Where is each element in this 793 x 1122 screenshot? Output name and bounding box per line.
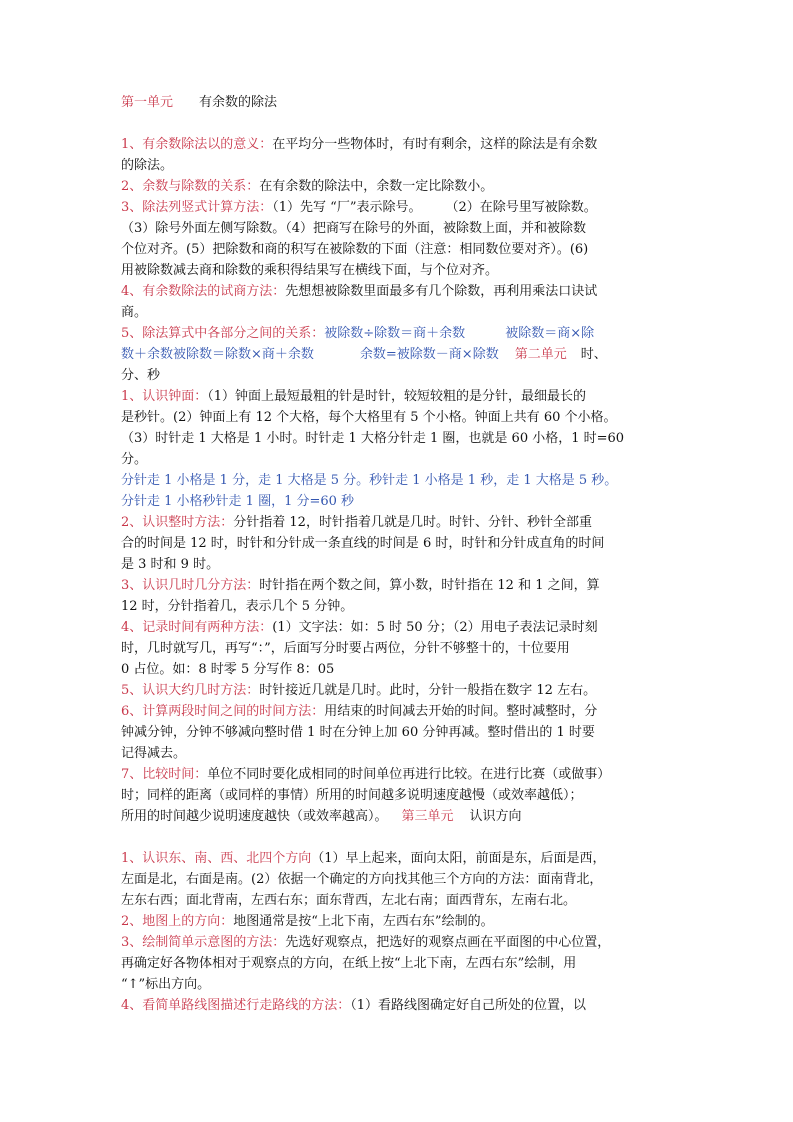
u2-item-7-text: 单位不同时要化成相同的时间单位再进行比较。在进行比赛（或做事）	[207, 767, 611, 782]
u2-item-4-heading: 4、记录时间有两种方法：	[121, 620, 273, 635]
u2-item-7-cont-2	[121, 806, 677, 827]
u3-item-2	[121, 911, 677, 932]
u1-item-1-heading: 1、有余数除法以的意义：	[121, 137, 273, 152]
u3-item-1-heading: 1、认识东、南、西、北四个方向	[121, 851, 312, 866]
u2-item-6	[121, 701, 677, 722]
formula-2: 被除数＝商×除	[505, 326, 595, 341]
u2-item-3	[121, 575, 677, 596]
unit-3-title: 认识方向	[469, 809, 522, 824]
u2-item-2	[121, 512, 677, 533]
u1-item-3-step-1: （1）先写 “厂”表示除号。	[272, 200, 422, 215]
u3-item-3-heading: 3、绘制简单示意图的方法：	[121, 935, 286, 950]
u1-item-3-cont-2: 个位对齐。(5）把除数和商的积写在被除数的下面（注意：相同数位要对齐）。(6)	[121, 242, 589, 257]
u3-item-1	[121, 848, 677, 869]
u1-item-1	[121, 134, 677, 155]
u2-item-1-cont-2: （3）时针走 1 大格是 1 小时。时针走 1 大格分针走 1 圈，也就是 60 小格，1 时=60	[121, 431, 625, 446]
u1-item-3-cont-1: （3）除号外面左侧写除数。（4）把商写在除号的外面，被除数上面，并和被除数	[121, 221, 587, 236]
unit-1-label: 第一单元	[121, 95, 174, 110]
u2-item-5-text: 时针接近几就是几时。此时，分针一般指在数字 12 左右。	[259, 683, 597, 698]
u1-item-4	[121, 281, 677, 302]
u3-item-1-cont-1: 左面是北，右面是南。(2）依据一个确定的方向找其他三个方向的方法：面南背北，	[121, 872, 603, 887]
u1-item-5	[121, 323, 677, 344]
u2-item-7-text-end: 所用的时间越少说明速度越快（或效率越高）。	[121, 809, 388, 824]
blue-note-1: 分针走 1 小格是 1 分，走 1 大格是 5 分。秒针走 1 小格是 1 秒，走 1 大格是 5 秒。	[121, 473, 618, 488]
u2-item-1-cont-1: 是秒针。(2）钟面上有 12 个大格，每个大格里有 5 个小格。钟面上共有 60 个小格。	[121, 410, 617, 425]
u2-item-4-text: (1）文字法：如：5 时 50 分；（2）用电子表法记录时刻	[272, 620, 598, 635]
u2-item-5-heading: 5、认识大约几时方法：	[121, 683, 260, 698]
u3-item-2-text: 地图通常是按“上北下南，左西右东”绘制的。	[233, 914, 494, 929]
u3-item-2-heading: 2、地图上的方向：	[121, 914, 234, 929]
u3-item-3-text: 先选好观察点，把选好的观察点画在平面图的中心位置，	[285, 935, 611, 950]
u2-item-1-cont-3: 分。	[121, 452, 148, 467]
unit-2-label: 第二单元	[514, 347, 567, 362]
u3-item-3-cont-1: 再确定好各物体相对于观察点的方向，在纸上按“上北下南，左西右东”绘制，用	[121, 956, 577, 971]
u2-item-2-cont-1: 合的时间是 12 时，时针和分针成一条直线的时间是 6 时，时针和分针成直角的时间	[121, 536, 605, 551]
unit-2-title-part-1: 时、	[580, 347, 607, 362]
u2-item-7-heading: 7、比较时间：	[121, 767, 208, 782]
u2-item-1-heading: 1、认识钟面：	[121, 389, 208, 404]
u2-item-1-text: （1）钟面上最短最粗的针是时针，较短较粗的是分针，最细最长的	[207, 389, 587, 404]
u2-item-3-heading: 3、认识几时几分方法：	[121, 578, 260, 593]
u1-item-5-cont	[121, 344, 677, 365]
u1-item-2	[121, 176, 677, 197]
u1-item-5-heading: 5、除法算式中各部分之间的关系：	[121, 326, 325, 341]
u1-item-2-heading: 2、余数与除数的关系：	[121, 179, 260, 194]
u2-item-5	[121, 680, 677, 701]
u1-item-1-text: 在平均分一些物体时，有时有剩余，这样的除法是有余数	[272, 137, 598, 152]
u3-item-3-cont-2: “↑”标出方向。	[121, 977, 211, 992]
u2-item-6-cont-1: 钟减分钟，分钟不够减向整时借 1 时在分钟上加 60 分钟再减。整时借出的 1 时要	[121, 725, 595, 740]
u2-item-2-text: 分针指着 12，时针指着几就是几时。时针、分针、秒针全部重	[233, 515, 592, 530]
u2-item-4	[121, 617, 677, 638]
u1-item-3-heading: 3、除法列竖式计算方法：	[121, 200, 273, 215]
u2-item-2-cont-2: 是 3 时和 9 时。	[121, 557, 220, 572]
u1-item-3-cont-3: 用被除数减去商和除数的乘积得结果写在横线下面，与个位对齐。	[121, 263, 499, 278]
document-page	[121, 92, 677, 1016]
formula-1: 被除数÷除数＝商＋余数	[324, 326, 466, 341]
u2-item-2-heading: 2、认识整时方法：	[121, 515, 234, 530]
u1-item-4-cont: 商。	[121, 305, 148, 320]
u2-item-6-text: 用结束的时间减去开始的时间。整时减整时，分	[324, 704, 598, 719]
u2-item-7-cont-1: 时；同样的距离（或同样的事情）所用的时间越多说明速度越慢（或效率越低）；	[121, 788, 583, 803]
u2-item-6-heading: 6、计算两段时间之间的时间方法：	[121, 704, 325, 719]
formula-3: 数＋余数被除数＝除数×商＋余数	[121, 347, 314, 362]
unit-3-label: 第三单元	[401, 809, 454, 824]
u1-item-4-text: 先想想被除数里面最多有几个除数，再利用乘法口诀试	[285, 284, 598, 299]
unit-2-title-part-2: 分、秒	[121, 368, 161, 383]
u1-item-3-step-2: （2）在除号里写被除数。	[445, 200, 597, 215]
unit-1-heading	[121, 92, 677, 113]
u2-item-4-cont-1: 时，几时就写几，再写“：”，后面写分时要占两位，分针不够整十的，十位要用	[121, 641, 570, 656]
u3-item-4-heading: 4、看简单路线图描述行走路线的方法：	[121, 998, 351, 1013]
u1-item-4-heading: 4、有余数除法的试商方法：	[121, 284, 286, 299]
unit-1-title: 有余数的除法	[199, 95, 278, 110]
blue-note-2: 分针走 1 小格秒针走 1 圈，1 分=60 秒	[121, 494, 355, 509]
u3-item-3	[121, 932, 677, 953]
u2-item-7	[121, 764, 677, 785]
u3-item-1-cont-2: 左东右西；面北背南，左西右东；面东背西，左北右南；面西背东，左南右北。	[121, 893, 577, 908]
u2-item-1	[121, 386, 677, 407]
u2-item-3-cont: 12 时，分针指着几，表示几个 5 分钟。	[121, 599, 354, 614]
u2-item-6-cont-2: 记得减去。	[121, 746, 187, 761]
u1-item-1-cont: 的除法。	[121, 158, 174, 173]
u3-item-4	[121, 995, 677, 1016]
u3-item-4-text: （1）看路线图确定好自己所处的位置，以	[350, 998, 587, 1013]
u2-item-4-cont-2: 0 占位。如：8 时零 5 分写作 8：05	[121, 662, 335, 677]
u3-item-1-text: （1）早上起来，面向太阳，前面是东，后面是西，	[311, 851, 606, 866]
u1-item-3	[121, 197, 677, 218]
u2-item-3-text: 时针指在两个数之间，算小数，时针指在 12 和 1 之间，算	[259, 578, 600, 593]
formula-4: 余数=被除数－商×除数	[359, 347, 499, 362]
u1-item-2-text: 在有余数的除法中，余数一定比除数小。	[259, 179, 494, 194]
